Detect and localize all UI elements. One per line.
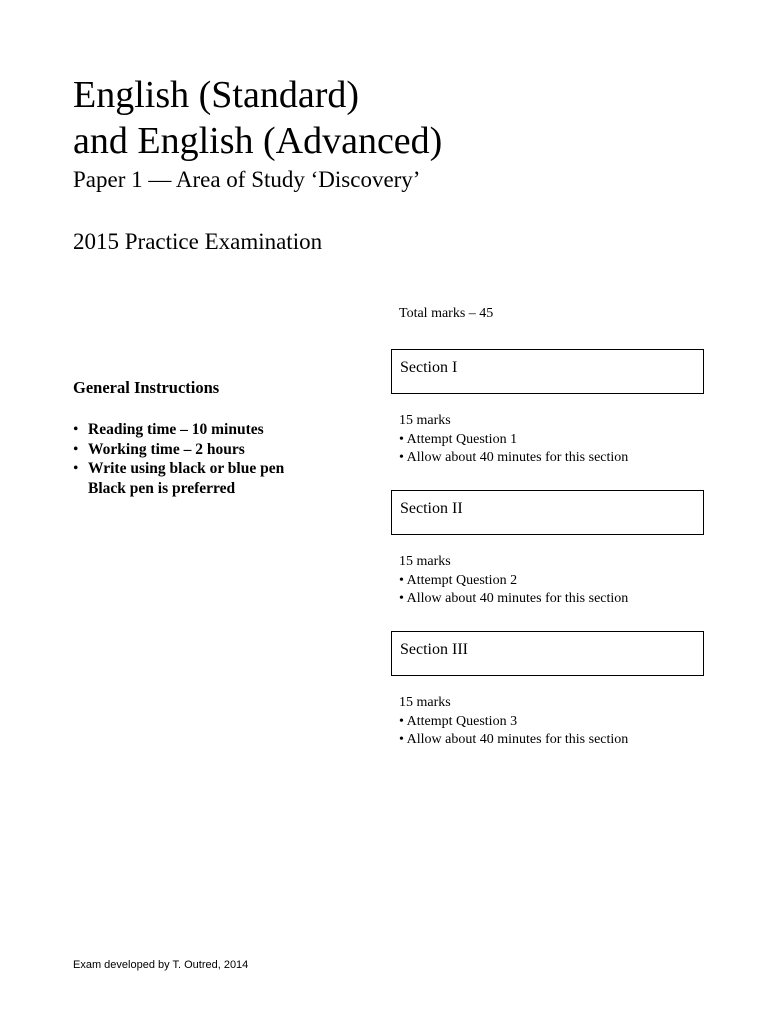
- bullet-icon: •: [73, 421, 79, 438]
- section-marks: 15 marks: [399, 695, 451, 710]
- section-info: [391, 553, 704, 609]
- exam-title-line-1: English (Standard): [73, 74, 360, 116]
- section-title-box: Section II: [391, 490, 704, 535]
- section-time: • Allow about 40 minutes for this section: [399, 450, 629, 465]
- paper-subtitle: Paper 1 — Area of Study ‘Discovery’: [73, 167, 421, 192]
- general-instructions-heading: General Instructions: [73, 378, 220, 397]
- instruction-text: Reading time – 10 minutes: [88, 421, 264, 438]
- section-2: [391, 490, 704, 609]
- section-3: [391, 631, 704, 750]
- instruction-item: [73, 459, 373, 498]
- exam-title-line-2: and English (Advanced): [73, 120, 443, 162]
- instructions-list: [73, 420, 373, 498]
- total-marks: Total marks – 45: [399, 306, 494, 321]
- section-title-box: Section III: [391, 631, 704, 676]
- section-attempt: • Attempt Question 1: [399, 431, 518, 447]
- exam-year: 2015 Practice Examination: [73, 229, 323, 254]
- instruction-text: Write using black or blue pen: [88, 460, 285, 477]
- instruction-item: [73, 440, 373, 460]
- section-1: [391, 349, 704, 468]
- section-time: • Allow about 40 minutes for this section: [399, 591, 629, 606]
- general-instructions: [73, 378, 373, 498]
- instruction-text: Working time – 2 hours: [88, 440, 245, 458]
- instruction-note: Black pen is preferred: [88, 479, 236, 497]
- instruction-item: [73, 420, 373, 440]
- bullet-icon: •: [73, 440, 79, 458]
- section-time: • Allow about 40 minutes for this section: [399, 732, 629, 747]
- section-marks: 15 marks: [399, 554, 451, 569]
- section-attempt: • Attempt Question 2: [399, 572, 518, 588]
- bullet-icon: •: [73, 460, 79, 477]
- footer-credit: Exam developed by T. Outred, 2014: [73, 959, 249, 971]
- exam-title: [73, 72, 442, 164]
- section-info: [391, 694, 704, 750]
- section-title-box: Section I: [391, 349, 704, 394]
- section-attempt: • Attempt Question 3: [399, 713, 518, 729]
- section-info: [391, 412, 704, 468]
- section-marks: 15 marks: [399, 413, 451, 428]
